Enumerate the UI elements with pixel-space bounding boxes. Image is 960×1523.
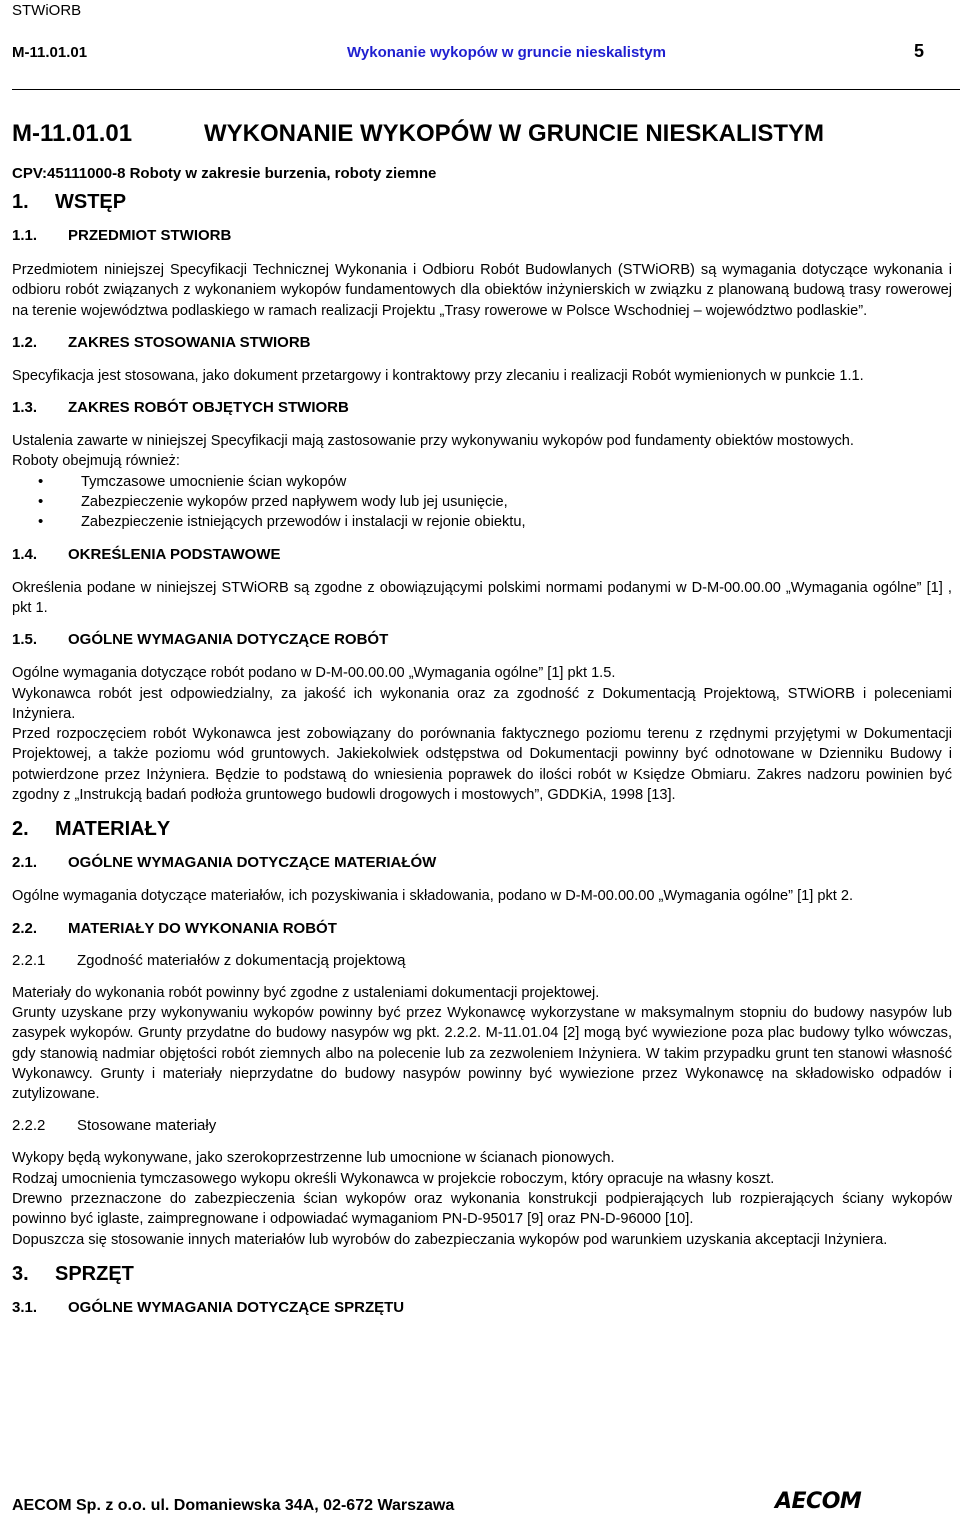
paragraph: Określenia podane w niniejszej STWiORB są zgodne z obowiązującymi polskimi normami podanymi w D-M-00.00.00 „Wymagania ogólne” [1] , pkt 1. [12, 579, 952, 616]
section-number: 3.1. [12, 1298, 38, 1316]
section-number: 1.5. [12, 631, 38, 649]
paragraph: Przedmiotem niniejszej Specyfikacji Technicznej Wykonania i Odbioru Robót Budowlanych (STWiORB) są wymagania dotyczące wykonania i odbioru robót związanych z wykonaniem wykopów fundamentowych dla obiektów inżynierskich w związku z planowaną budową trasy rowerowej na terenie województwa podlaskiego w ramach realizacji Projektu „Trasy rowerowe w Polsce Wschodniej – województwo podlaskie”. [12, 262, 952, 319]
header-code: M-11.01.01 [12, 44, 88, 61]
paragraph: Przed rozpoczęciem robót Wykonawca jest zobowiązany do porównania faktycznego poziomu terenu z rzędnymi przyjętymi w Dokumentacji Projektowej, a także poziomu wód gruntowych. Jakiekolwiek odstępstwa od Dokumentacji powinny być odnotowane w Dzienniku Budowy i potwierdzone przez Inżyniera. Będzie to podstawą do wniesienia poprawek do ilości robót w Księdze Obmiaru. Zakres nadzoru powinien być zgodny z „Instrukcją badań podłoża gruntowego budowli drogowych i mostowych”, GDDKiA, 1998 [13]. [12, 726, 952, 804]
section-3-1-heading [12, 1298, 952, 1318]
section-title: Zgodność materiałów z dokumentacją projektową [77, 951, 406, 969]
section-title: ZAKRES STOSOWANIA STWIORB [68, 333, 311, 351]
paragraph: Wykonawca robót jest odpowiedzialny, za jakość ich wykonania oraz za zgodność z Dokumentacją Projektową, STWiORB i poleceniami Inżyniera. [12, 685, 952, 722]
section-number: 1. [12, 191, 29, 213]
section-2-heading [12, 817, 952, 841]
document-body [12, 120, 952, 1318]
section-number: 1.3. [12, 399, 38, 417]
doc-title [12, 120, 952, 148]
cpv-line: CPV:45111000-8 Roboty w zakresie burzenia, roboty ziemne [12, 165, 437, 182]
doc-title-text: WYKONANIE WYKOPÓW W GRUNCIE NIESKALISTYM [204, 120, 824, 147]
section-number: 1.4. [12, 545, 38, 563]
section-title: OGÓLNE WYMAGANIA DOTYCZĄCE MATERIAŁÓW [68, 854, 437, 872]
paragraph: Roboty obejmują również: [12, 453, 180, 470]
footer-address: AECOM Sp. z o.o. ul. Domaniewska 34A, 02-672 Warszawa [12, 1497, 455, 1514]
section-title: MATERIAŁY [55, 818, 171, 841]
doc-title-code: M-11.01.01 [12, 120, 133, 147]
section-1-5-heading [12, 630, 952, 650]
list-item: • Zabezpieczenie istniejących przewodów i instalacji w rejonie obiektu, [12, 512, 952, 532]
bullet-list [12, 472, 952, 533]
section-2-2-1-heading [12, 951, 952, 971]
section-title: MATERIAŁY DO WYKONANIA ROBÓT [68, 919, 337, 937]
section-title: OKREŚLENIA PODSTAWOWE [68, 545, 281, 563]
top-label: STWiORB [12, 2, 82, 19]
section-1-4-heading [12, 545, 952, 565]
paragraph: Drewno przeznaczone do zabezpieczenia ścian wykopów oraz wykonania konstrukcji podpierających lub rozpierających ściany wykopów powinno być iglaste, zaimpregnowane i odpowiadać wymaganiom PN-D-95017 [9] oraz PN-D-96000 [10]. [12, 1191, 952, 1228]
paragraph: Grunty uzyskane przy wykonywaniu wykopów powinny być przez Wykonawcę wykorzystane w maksymalnym stopniu do budowy nasypów lub zasypek wykopów. Grunty przydatne do budowy nasypów wg pkt. 2.2.2. M-11.01.04 [2] mogą być wywiezione poza plac budowy tylko wówczas, gdy stanowią nadmiar objętości robót ziemnych albo na polecenie lub za zezwoleniem Inżyniera. W takim przypadku grunt ten stanowi własność Wykonawcy. Grunty i materiały nieprzydatne do budowy nasypów powinny być wywiezione przez Wykonawcę na składowisko odpadów i zutylizowane. [12, 1004, 952, 1103]
section-1-1-heading [12, 226, 952, 246]
section-title: OGÓLNE WYMAGANIA DOTYCZĄCE SPRZĘTU [68, 1298, 405, 1316]
section-1-heading [12, 190, 952, 214]
section-number: 3. [12, 1262, 29, 1285]
header-title: Wykonanie wykopów w gruncie nieskalistym [347, 44, 666, 61]
section-number: 1.1. [12, 227, 38, 244]
section-1-3-heading [12, 398, 952, 418]
paragraph: Materiały do wykonania robót powinny być zgodne z ustaleniami dokumentacji projektowej. [12, 984, 600, 1001]
page-number: 5 [914, 41, 925, 61]
section-title: ZAKRES ROBÓT OBJĘTYCH STWIORB [68, 399, 349, 417]
section-number: 2.1. [12, 854, 38, 872]
section-1-2-heading [12, 333, 952, 353]
list-item: • Tymczasowe umocnienie ścian wykopów [12, 472, 952, 492]
section-number: 2.2.1 [12, 951, 46, 969]
section-title: OGÓLNE WYMAGANIA DOTYCZĄCE ROBÓT [68, 631, 389, 649]
paragraph: Ogólne wymagania dotyczące robót podano w D-M-00.00.00 „Wymagania ogólne” [1] pkt 1.5. [12, 665, 616, 682]
section-title: PRZEDMIOT STWIORB [68, 227, 232, 244]
section-number: 2.2.2 [12, 1117, 46, 1135]
section-number: 2. [12, 818, 29, 841]
section-number: 2.2. [12, 919, 38, 937]
paragraph: Ustalenia zawarte w niniejszej Specyfikacji mają zastosowanie przy wykonywaniu wykopów pod fundamenty obiektów mostowych. [12, 433, 854, 450]
paragraph: Ogólne wymagania dotyczące materiałów, ich pozyskiwania i składowania, podano w D-M-00.00.00 „Wymagania ogólne” [1] pkt 2. [12, 888, 854, 905]
section-2-2-heading [12, 919, 952, 939]
paragraph: Dopuszcza się stosowanie innych materiałów lub wyrobów do zabezpieczania wykopów pod warunkiem uzyskania akceptacji Inżyniera. [12, 1231, 888, 1248]
list-item: • Zabezpieczenie wykopów przed napływem wody lub jej usunięcie, [12, 492, 952, 512]
section-title: Stosowane materiały [77, 1117, 217, 1135]
paragraph: Wykopy będą wykonywane, jako szerokoprzestrzenne lub umocnione w ścianach pionowych. [12, 1150, 615, 1167]
aecom-logo: AECOM [775, 1489, 862, 1514]
header-rule [12, 89, 960, 90]
paragraph: Rodzaj umocnienia tymczasowego wykopu określi Wykonawca w projekcie roboczym, który opracuje na własny koszt. [12, 1170, 775, 1187]
section-title: WSTĘP [55, 191, 127, 213]
paragraph: Specyfikacja jest stosowana, jako dokument przetargowy i kontraktowy przy zlecaniu i realizacji Robót wymienionych w punkcie 1.1. [12, 367, 864, 384]
section-3-heading [12, 1262, 952, 1286]
section-title: SPRZĘT [55, 1262, 134, 1285]
section-number: 1.2. [12, 333, 38, 351]
section-2-2-2-heading [12, 1116, 952, 1136]
section-2-1-heading [12, 853, 952, 873]
